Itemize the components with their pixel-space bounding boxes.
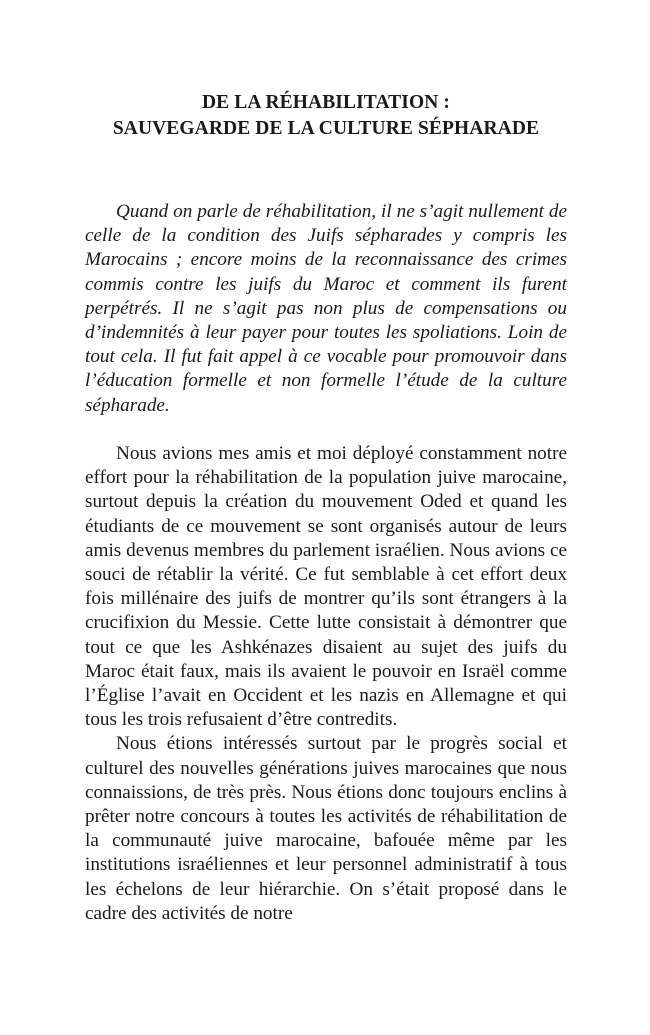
paragraph-italic-intro: Quand on parle de réhabilitation, il ne s’agit nullement de celle de la condition des Juifs sépharades y compris les Marocains ; encore moins de la reconnaissance des crimes commis contre les juifs du Maroc et comment ils furent perpétrés. Il ne s’agit pas non plus de compensations ou d’indemnités à leur payer pour toutes les spoliations. Loin de tout cela. Il fut fait appel à ce vocable pour promouvoir dans l’éducation formelle et non formelle l’étude de la culture sépharade. xyxy=(85,201,567,416)
title-line-1: DE LA RÉHABILITATION : xyxy=(202,92,450,113)
paragraph-2: Nous avions mes amis et moi déployé constamment notre effort pour la réhabilitation de la population juive marocaine, surtout depuis la création du mouvement Oded et quand les étudiants de ce mouvement se sont organisés autour de leurs amis devenus membres du parlement israélien. Nous avions ce souci de rétablir la vérité. Ce fut semblable à cet effort deux fois millénaire des juifs de montrer qu’ils sont étrangers à la crucifixion du Messie. Cette lutte consistait à démontrer que tout ce que les Ashkénazes disaient au sujet des juifs du Maroc était faux, mais ils avaient le pouvoir en Israël comme l’Église l’avait en Occident et les nazis en Allemagne et qui tous les trois refusaient d’être contredits. xyxy=(85,443,567,731)
title-line-2: SAUVEGARDE DE LA CULTURE SÉPHARADE xyxy=(112,118,540,139)
paragraph-3: Nous étions intéressés surtout par le progrès social et culturel des nouvelles générations juives marocaines que nous connaissions, de très près. Nous étions donc toujours enclins à prêter notre concours à toutes les activités de réhabilitation de la communauté juive marocaine, bafouée même par les institutions israéliennes et leur personnel administratif à tous les échelons de leur hiérarchie. On s’était proposé dans le cadre des activités de notre xyxy=(85,733,567,924)
paragraph-spacer xyxy=(85,418,567,442)
document-body xyxy=(85,200,567,926)
document-title xyxy=(85,90,567,142)
document-page xyxy=(85,90,567,926)
